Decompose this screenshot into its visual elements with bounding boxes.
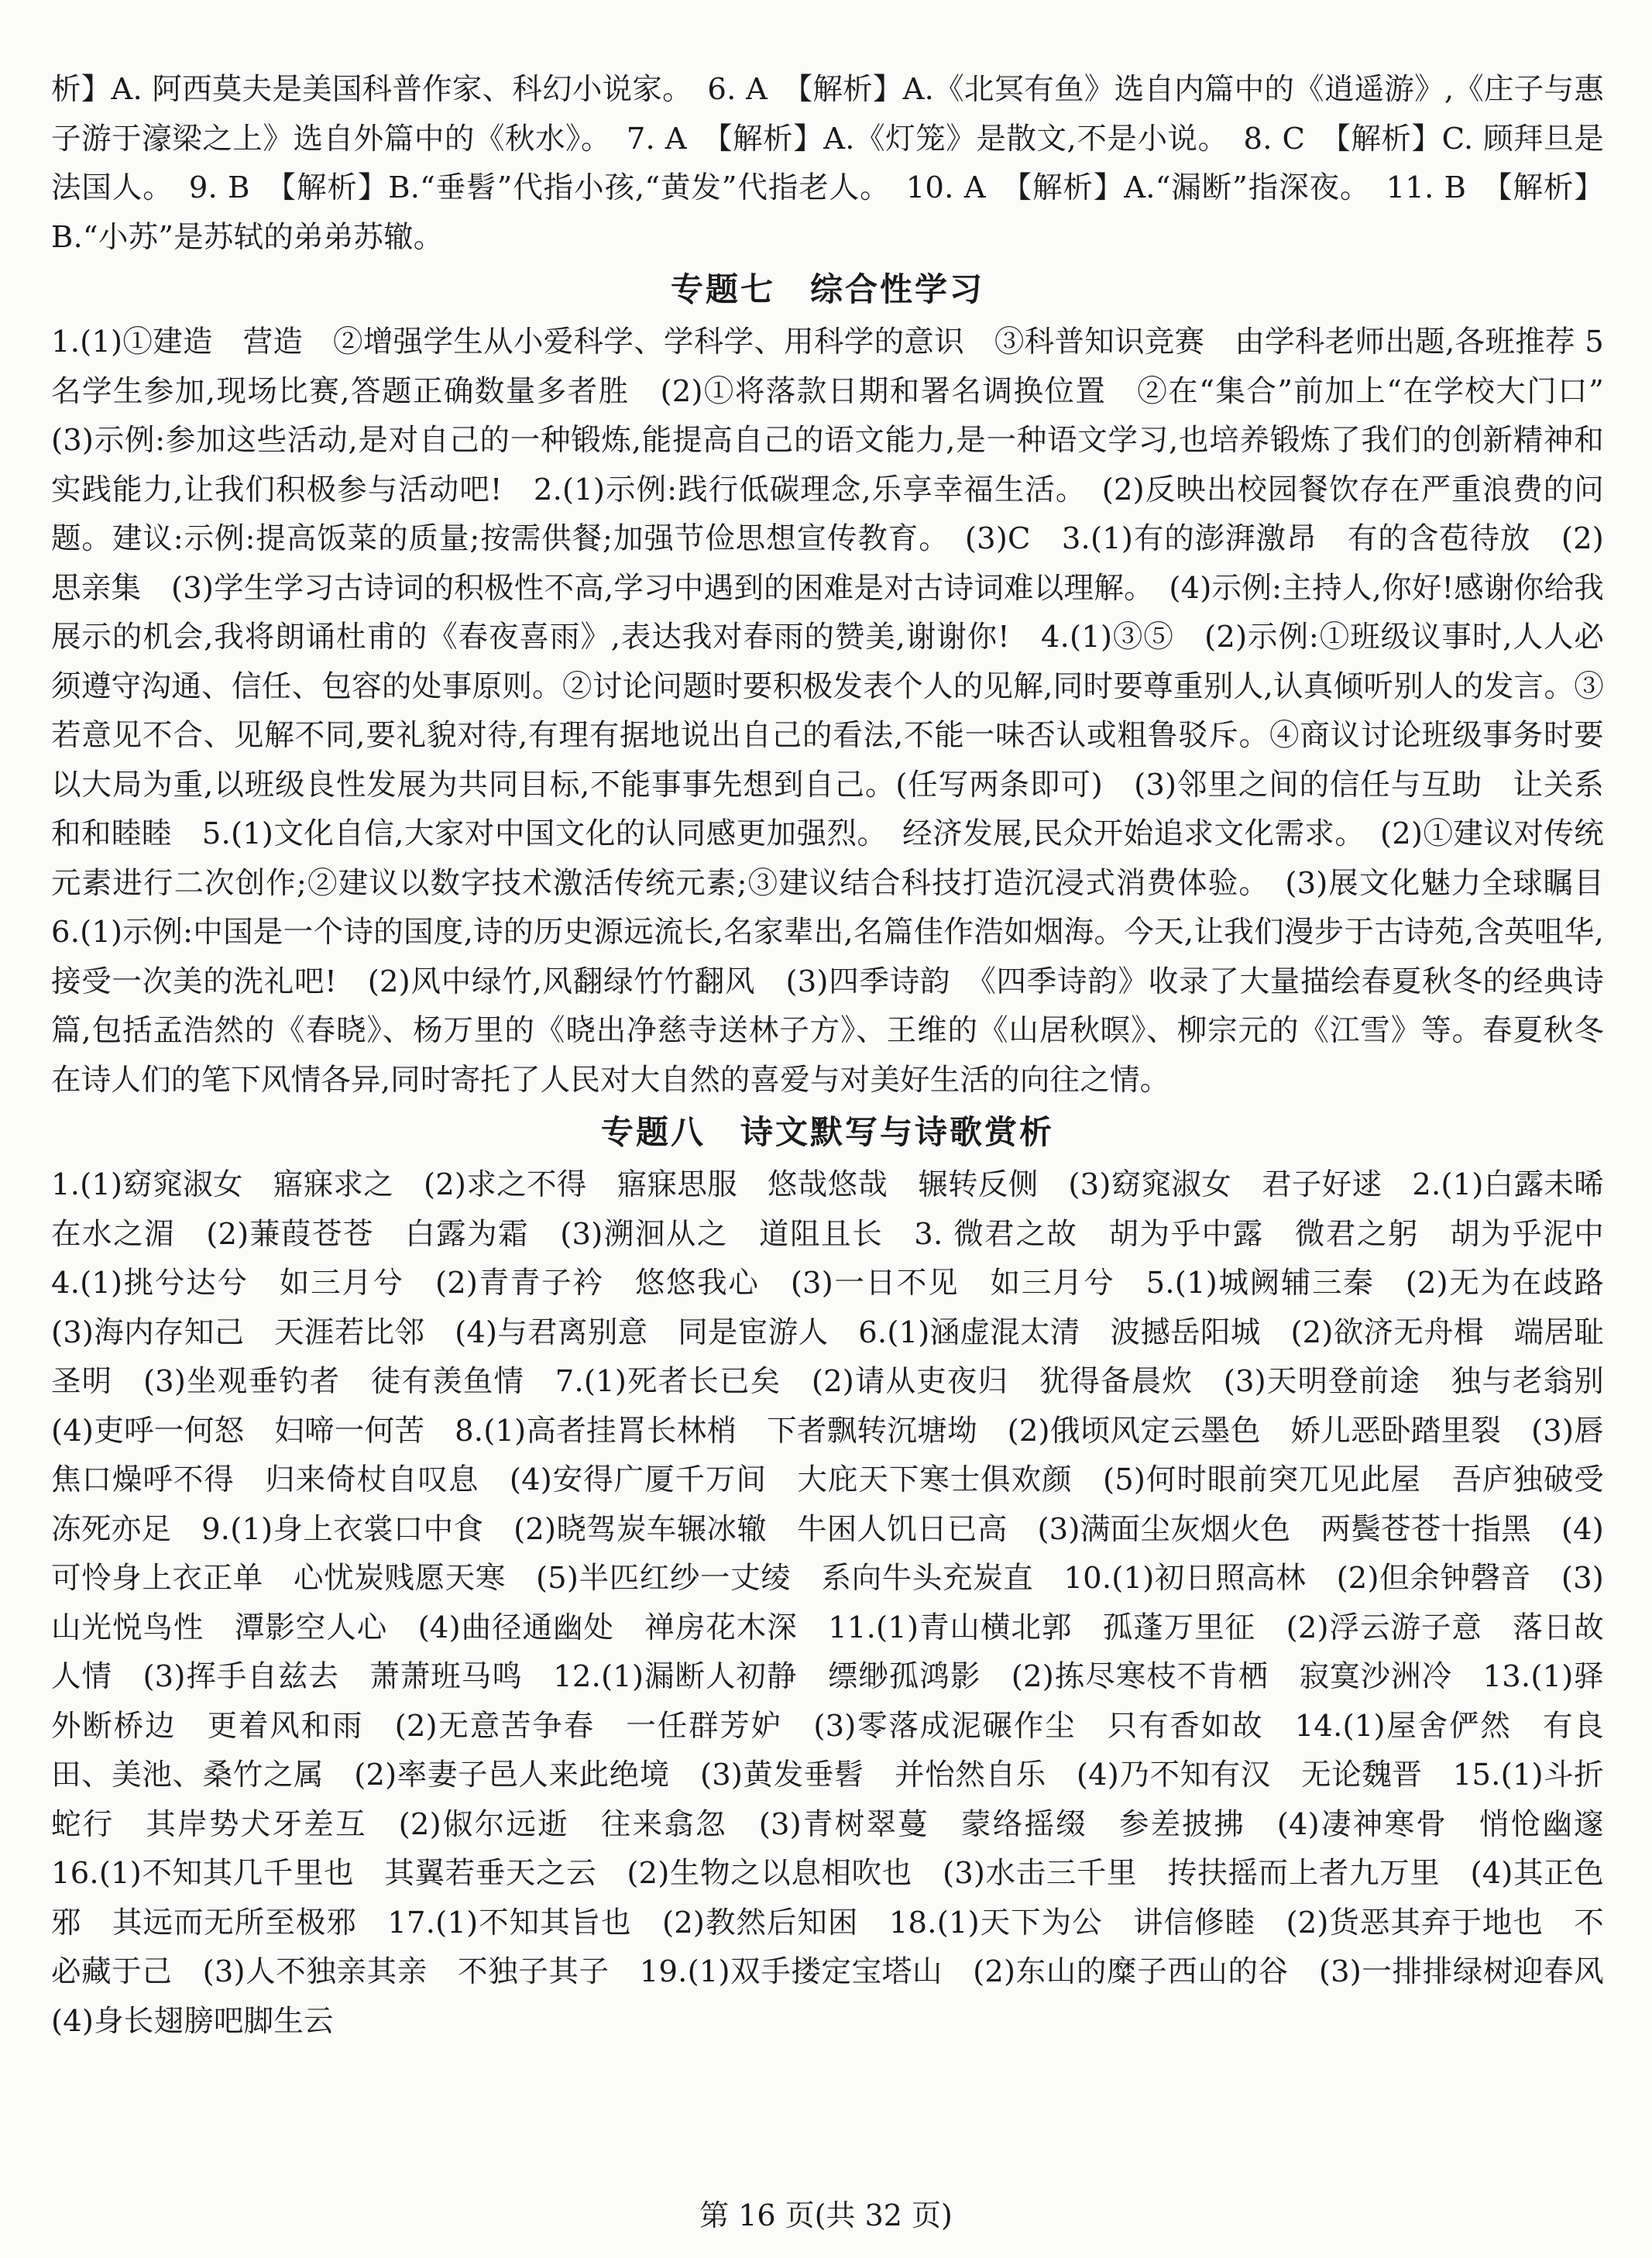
section-8-title: 专题八 诗文默写与诗歌赏析 [600, 1113, 1054, 1151]
section-7-title: 专题七 综合性学习 [670, 270, 984, 308]
intro-answers: 析】A. 阿西莫夫是美国科普作家、科幻小说家。 6. A 【解析】A.《北冥有鱼》选自内篇中的《逍遥游》,《庄子与惠子游于濠梁之上》选自外篇中的《秋水》。 7. A 【解析】A.《灯笼》是散文,不是小说。 8. C 【解析】C. 顾拜旦是法国人。 9. B 【解析】B.“垂髫”代指小孩,“黄发”代指老人。 10. A 【解析】A.“漏断”指深夜。 11. B 【解析】B.“小苏”是苏轼的弟弟苏辙。 [51, 72, 1604, 255]
page-number: 第 16 页(共 32 页) [699, 2198, 953, 2232]
section-8-answers: 1.(1)窈窕淑女 寤寐求之 (2)求之不得 寤寐思服 悠哉悠哉 辗转反侧 (3)窈窕淑女 君子好逑 2.(1)白露未晞 在水之湄 (2)蒹葭苍苍 白露为霜 (3)溯洄从之 道阻且长 3. 微君之故 胡为乎中露 微君之躬 胡为乎泥中 4.(1)挑兮达兮 如三月兮 (2)青青子衿 悠悠我心 (3)一日不见 如三月兮 5.(1)城阙辅三秦 (2)无为在歧路 (3)海内存知己 天涯若比邻 (4)与君离别意 同是宦游人 6.(1)涵虚混太清 波撼岳阳城 (2)欲济无舟楫 端居耻圣明 (3)坐观垂钓者 徒有羡鱼情 7.(1)死者长已矣 (2)请从吏夜归 犹得备晨炊 (3)天明登前途 独与老翁别 (4)吏呼一何怒 妇啼一何苦 8.(1)高者挂罥长林梢 下者飘转沉塘坳 (2)俄顷风定云墨色 娇儿恶卧踏里裂 (3)唇焦口燥呼不得 归来倚杖自叹息 (4)安得广厦千万间 大庇天下寒士俱欢颜 (5)何时眼前突兀见此屋 吾庐独破受冻死亦足 9.(1)身上衣裳口中食 (2)晓驾炭车辗冰辙 牛困人饥日已高 (3)满面尘灰烟火色 两鬓苍苍十指黑 (4)可怜身上衣正单 心忧炭贱愿天寒 (5)半匹红纱一丈绫 系向牛头充炭直 10.(1)初日照高林 (2)但余钟磬音 (3)山光悦鸟性 潭影空人心 (4)曲径通幽处 禅房花木深 11.(1)青山横北郭 孤蓬万里征 (2)浮云游子意 落日故人情 (3)挥手自兹去 萧萧班马鸣 12.(1)漏断人初静 缥缈孤鸿影 (2)拣尽寒枝不肯栖 寂寞沙洲冷 13.(1)驿外断桥边 更着风和雨 (2)无意苦争春 一任群芳妒 (3)零落成泥碾作尘 只有香如故 14.(1)屋舍俨然 有良田、美池、桑竹之属 (2)率妻子邑人来此绝境 (3)黄发垂髫 并怡然自乐 (4)乃不知有汉 无论魏晋 15.(1)斗折蛇行 其岸势犬牙差互 (2)俶尔远逝 往来翕忽 (3)青树翠蔓 蒙络摇缀 参差披拂 (4)凄神寒骨 悄怆幽邃 16.(1)不知其几千里也 其翼若垂天之云 (2)生物之以息相吹也 (3)水击三千里 抟扶摇而上者九万里 (4)其正色邪 其远而无所至极邪 17.(1)不知其旨也 (2)教然后知困 18.(1)天下为公 讲信修睦 (2)货恶其弃于地也 不必藏于己 (3)人不独亲其亲 不独子其子 19.(1)双手搂定宝塔山 (2)东山的糜子西山的谷 (3)一排排绿树迎春风 (4)身长翅膀吧脚生云 [51, 1167, 1634, 2039]
section-7-answers: 1.(1)①建造 营造 ②增强学生从小爱科学、学科学、用科学的意识 ③科普知识竞赛 由学科老师出题,各班推荐 5 名学生参加,现场比赛,答题正确数量多者胜 (2)①将落款日期和署名调换位置 ②在“集合”前加上“在学校大门口” (3)示例:参加这些活动,是对自己的一种锻炼,能提高自己的语文能力,是一种语文学习,也培养锻炼了我们的创新精神和实践能力,让我们积极参与活动吧! 2.(1)示例:践行低碳理念,乐享幸福生活。 (2)反映出校园餐饮存在严重浪费的问题。建议:示例:提高饭菜的质量;按需供餐;加强节俭思想宣传教育。 (3)C 3.(1)有的澎湃激昂 有的含苞待放 (2)思亲集 (3)学生学习古诗词的积极性不高,学习中遇到的困难是对古诗词难以理解。 (4)示例:主持人,你好!感谢你给我展示的机会,我将朗诵杜甫的《春夜喜雨》,表达我对春雨的赞美,谢谢你! 4.(1)③⑤ (2)示例:①班级议事时,人人必须遵守沟通、信任、包容的处事原则。②讨论问题时要积极发表个人的见解,同时要尊重别人,认真倾听别人的发言。③若意见不合、见解不同,要礼貌对待,有理有据地说出自己的看法,不能一味否认或粗鲁驳斥。④商议讨论班级事务时要以大局为重,以班级良性发展为共同目标,不能事事先想到自己。(任写两条即可) (3)邻里之间的信任与互助 让关系和和睦睦 5.(1)文化自信,大家对中国文化的认同感更加强烈。 经济发展,民众开始追求文化需求。 (2)①建议对传统元素进行二次创作;②建议以数字技术激活传统元素;③建议结合科技打造沉浸式消费体验。 (3)展文化魅力全球瞩目 6.(1)示例:中国是一个诗的国度,诗的历史源远流长,名家辈出,名篇佳作浩如烟海。今天,让我们漫步于古诗苑,含英咀华,接受一次美的洗礼吧! (2)风中绿竹,风翻绿竹竹翻风 (3)四季诗韵 《四季诗韵》收录了大量描绘春夏秋冬的经典诗篇,包括孟浩然的《春晓》、杨万里的《晓出净慈寺送林子方》、王维的《山居秋暝》、柳宗元的《江雪》等。春夏秋冬在诗人们的笔下风情各异,同时寄托了人民对大自然的喜爱与对美好生活的向往之情。 [51, 325, 1634, 1098]
